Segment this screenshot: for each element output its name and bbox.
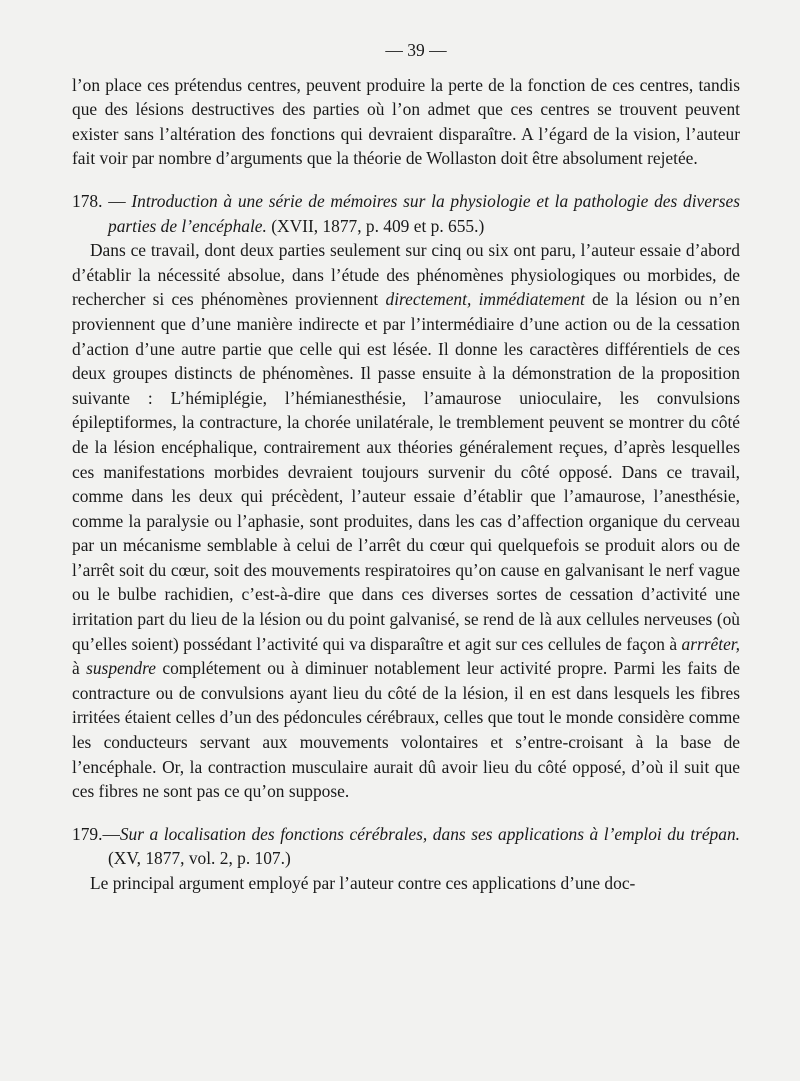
entry-178-dash: — [102, 190, 132, 211]
entry-179-heading [72, 822, 740, 871]
entry-178-reference: (XVII, 1877, p. 409 et p. 655.) [266, 215, 485, 236]
entry-179-body: Le principal argument employé par l’auteur contre ces applications d’une doc- [90, 873, 636, 893]
entry-179-title: Sur a localisation des fonctions cérébrales, dans ses applications à l’emploi du trépan. [119, 823, 740, 844]
entry-178-body-part-2: de la lésion ou n’en proviennent que d’une manière indirecte et par l’intermédiaire d’une action ou de la cessation d’action d’une autre partie que celle qui est lésée. Il donne les caractères différentiels de ces deux groupes distincts de phénomènes. Il passe ensuite à la démonstration de la proposition suivante : L’hémiplégie, l’hémianesthésie, l’amaurose unioculaire, les convulsions épileptiformes, la contracture, la chorée unilatérale, le tremblement peuvent se montrer du côté de la lésion encéphalique, contrairement aux théories généralement reçues, d’après lesquelles ces manifestations morbides devraient toujours survenir du côté opposé. Dans ce travail, comme dans les deux qui précèdent, l’auteur essaie d’établir que l’amaurose, l’anesthésie, comme la paralysie ou l’aphasie, sont produites, dans les cas d’affection organique du cerveau par un mécanisme semblable à celui de l’arrêt du cœur qui quelquefois se produit alors ou de l’arrêt soit du cœur, soit des mouvements respiratoires qu’on cause en galvanisant le nerf vague ou le bulbe rachidien, c’est-à-dire que dans ces diverses sortes de cessation d’activité une irritation part du lieu de la lésion ou du point galvanisé, se rend de là aux cellules nerveuses (où qu’elles soient) possédant l’activité qui va disparaître et agit sur ces cellules de façon à [72, 289, 740, 654]
entry-179 [72, 822, 740, 896]
entry-178-body-emphasis-2: arrrêter, [681, 633, 740, 654]
entry-178-body [72, 238, 740, 804]
entry-178-body-part-3: complétement ou à diminuer notablement leur activité propre. Parmi les faits de contracture ou de convulsions ayant lieu du côté de la lésion, il en est dans lesquels les fibres irritées étaient celles d’un des pédoncules cérébraux, celles que tout le monde considère comme les conducteurs servant aux mouvements volontaires et s’entre-croisant à la base de l’encéphale. Or, la contraction musculaire aurait dû avoir lieu du côté opposé, d’où il suit que ces fibres ne sont pas ce qu’on suppose. [72, 658, 740, 802]
entry-178-body-emphasis-1: directement, immédiatement [385, 289, 585, 310]
entry-179-number: 179. [72, 823, 103, 844]
entry-178-number: 178. [72, 190, 103, 211]
document-page [72, 38, 740, 896]
entry-178-title: Introduction à une série de mémoires sur la physiologie et la pathologie des diverses parties de l’encéphale. [108, 190, 740, 236]
entry-178-body-part-1: Dans ce travail, dont deux parties seulement sur cinq ou six ont paru, l’auteur essaie d’abord d’établir la nécessité absolue, dans l’étude des phénomènes physiologiques ou morbides, de rechercher si ces phénomènes proviennent [72, 240, 740, 310]
entry-179-reference: (XV, 1877, vol. 2, p. 107.) [108, 848, 291, 869]
entry-178-body-mid: à [72, 658, 87, 679]
intro-paragraph: l’on place ces prétendus centres, peuvent produire la perte de la fonction de ces centres, tandis que des lésions destructives des parties où l’on admet que ces centres se trouvent peuvent exister sans l’altération des fonctions qui devraient disparaître. A l’égard de la vision, l’auteur fait voir par nombre d’arguments que la théorie de Wollaston doit être absolument rejetée. [72, 74, 740, 169]
page-number: — 39 — [385, 40, 447, 60]
entry-179-dash: — [102, 823, 120, 844]
entry-178-heading [72, 189, 740, 238]
entry-178-body-emphasis-3: suspendre [86, 658, 156, 679]
entry-178 [72, 189, 740, 804]
